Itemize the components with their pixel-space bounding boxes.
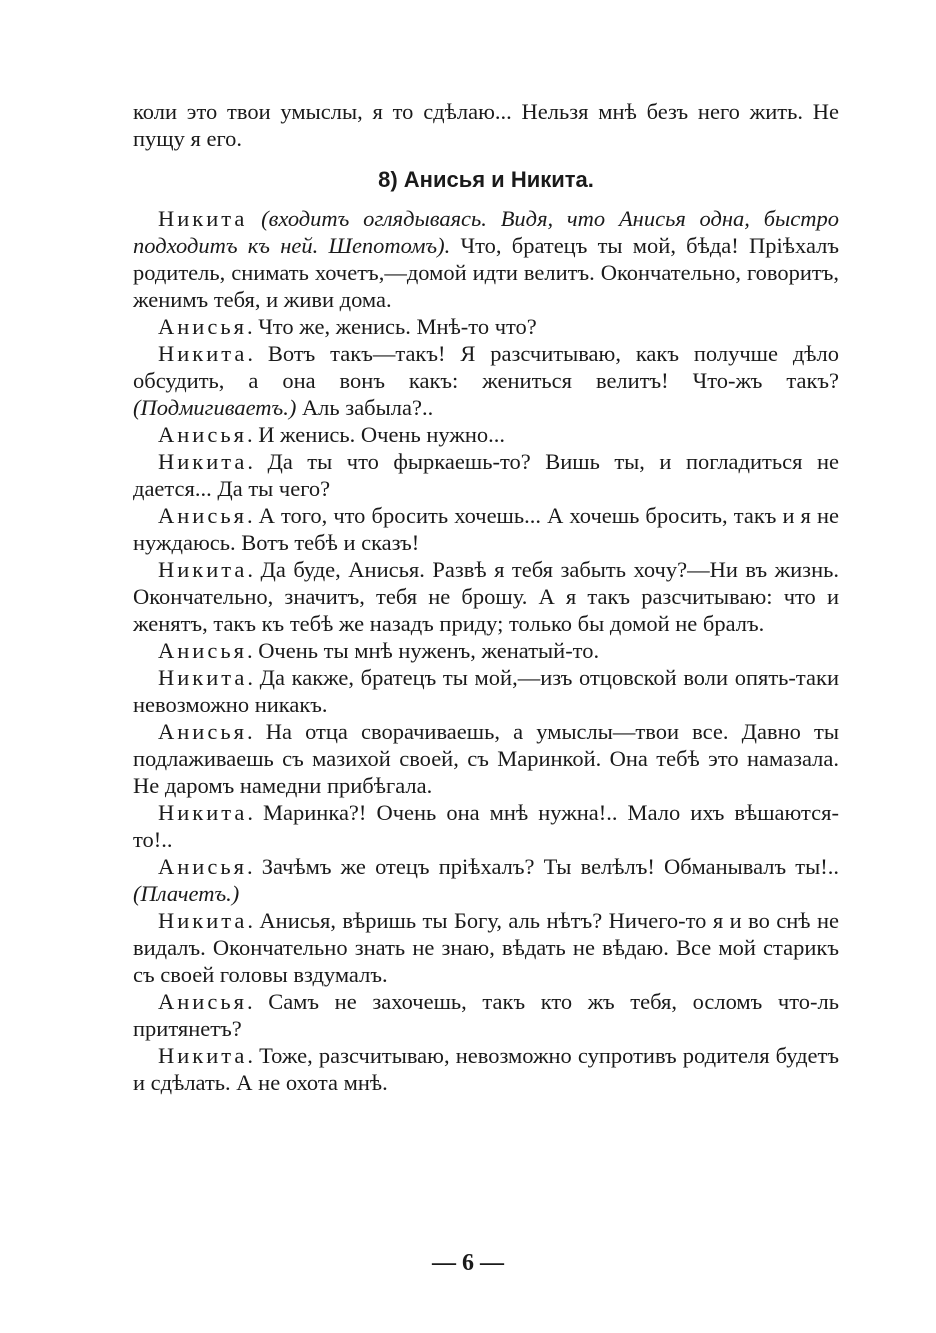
page-number: — 6 — [432,1250,504,1276]
reply-text: . Анисья, вѣришь ты Богу, аль нѣтъ? Ничего-то я и во снѣ не видалъ. Окончательно знать не знаю, вѣдать не вѣдаю. Все мой старикъ съ своей головы вздумалъ. [133,908,839,987]
reply-text: . А того, что бросить хочешь... А хочешь бросить, такъ и я не нуждаюсь. Вотъ тебѣ и сказъ! [133,503,839,555]
stage-direction: (Подмигиваетъ.) [133,395,297,420]
reply-text: . Самъ не захочешь, такъ кто жъ тебя, осломъ что-ль притянетъ? [133,989,839,1041]
reply-text: . Тоже, разсчитываю, невозможно супротивъ родителя будетъ и сдѣлать. А не охота мнѣ. [133,1043,839,1095]
speaker-name: Никита [158,557,248,582]
dialogue-reply [133,502,839,556]
speaker-name: Никита [158,341,248,366]
speaker-name: Никита [158,1043,248,1068]
speaker-name: Анисья [158,422,247,447]
dialogue [133,205,839,1096]
reply-text: . Да какже, братецъ ты мой,—изъ отцовской воли опять-таки невозможно никакъ. [133,665,839,717]
dialogue-reply [133,853,839,907]
speaker-name: Никита [158,800,248,825]
opening-paragraph: коли это твои умыслы, я то сдѣлаю... Нельзя мнѣ безъ него жить. Не пущу я его. [133,99,839,151]
stage-direction: (Плачетъ.) [133,881,240,906]
dialogue-reply [133,799,839,853]
dialogue-reply [133,637,839,664]
reply-text: . Да ты что фыркаешь-то? Вишь ты, и погладиться не дается... Да ты чего? [133,449,839,501]
dialogue-reply [133,205,839,313]
dialogue-reply [133,988,839,1042]
dialogue-reply [133,907,839,988]
reply-text-continued: Что, братецъ ты мой, бѣда! Пріѣхалъ родитель, снимать хочетъ,—домой идти велитъ. Окончательно, говоритъ, женимъ тебя, и живи дома. [133,233,839,312]
dialogue-reply [133,313,839,340]
dialogue-reply [133,664,839,718]
reply-text: . Очень ты мнѣ нуженъ, женатый-то. [246,638,600,663]
stage-direction: (входитъ оглядываясь. Видя, что Анисья одна, быстро подходитъ къ ней. Шепотомъ). [133,206,840,258]
scene-heading: 8) Анисья и Никита. [378,167,594,192]
speaker-name: Анисья [158,719,247,744]
page-text [133,98,839,1096]
reply-text-continued: Аль забыла?.. [296,395,434,420]
dialogue-reply [133,1042,839,1096]
dialogue-reply [133,421,839,448]
speaker-name: Анисья [158,989,247,1014]
speaker-name: Никита [158,908,248,933]
reply-text: . Что же, женись. Мнѣ-то что? [246,314,537,339]
dialogue-reply [133,718,839,799]
dialogue-reply [133,556,839,637]
speaker-name: Анисья [158,503,247,528]
reply-text: . И женись. Очень нужно... [246,422,506,447]
speaker-name: Никита [158,665,248,690]
speaker-name: Никита [158,449,248,474]
speaker-name: Анисья [158,638,247,663]
speaker-name: Никита [158,206,248,231]
speaker-name: Анисья [158,314,247,339]
reply-text: . Да буде, Анисья. Развѣ я тебя забыть хочу?—Ни въ жизнь. Окончательно, значитъ, тебя не брошу. А я такъ разсчитываю: что и женятъ, такъ къ тебѣ же назадъ приду; только бы домой не бралъ. [133,557,839,636]
reply-text: . Зачѣмъ же отецъ пріѣхалъ? Ты велѣлъ! Обманывалъ ты!.. [246,854,839,879]
reply-text: . На отца сворачиваешь, а умыслы—твои все. Давно ты подлаживаешь съ мазихой своей, съ Маринкой. Она тебѣ это намазала. Не даромъ намедни прибѣгала. [133,719,839,798]
reply-text: . Маринка?! Очень она мнѣ нужна!.. Мало ихъ вѣшаются-то!.. [133,800,839,852]
speaker-name: Анисья [158,854,247,879]
reply-text: . Вотъ такъ—такъ! Я разсчитываю, какъ получше дѣло обсудить, а она вонъ какъ: жениться велитъ! Что-жъ такъ? [133,341,839,393]
reply-text [247,206,261,231]
dialogue-reply [133,340,839,421]
dialogue-reply [133,448,839,502]
